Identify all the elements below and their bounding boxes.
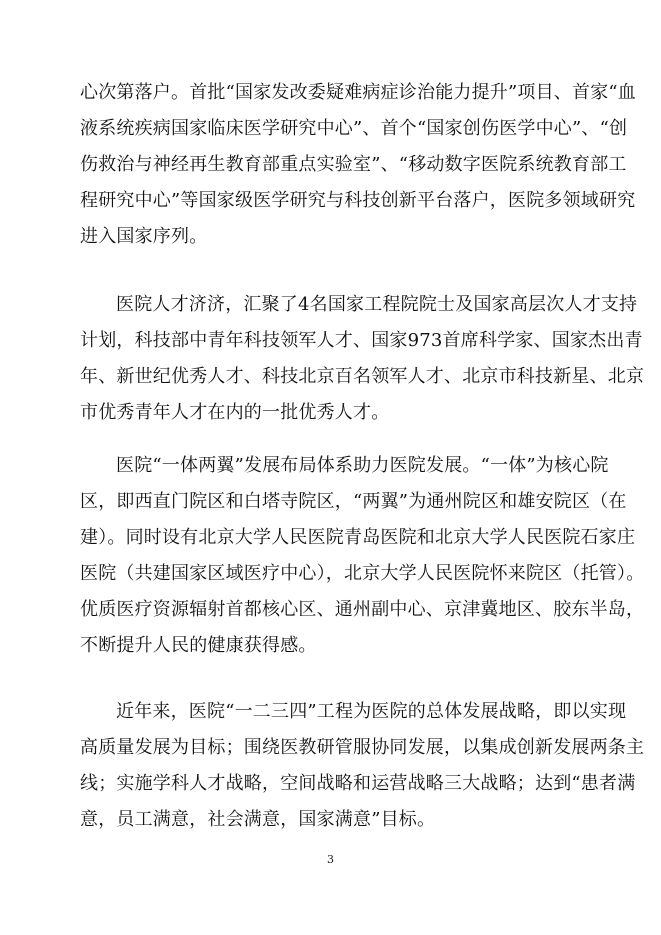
text-line: 进入国家序列。 (80, 226, 208, 247)
paragraph-national-platforms (80, 75, 637, 255)
text-line: 市优秀青年人才在内的一批优秀人才。 (80, 402, 390, 423)
text-line: 高质量发展为目标；围绕医教研管服协同发展，以集成创新发展两条主 (80, 737, 645, 758)
text-line: 计划，科技部中青年科技领军人才、国家973首席科学家、国家杰出青 (80, 330, 643, 351)
text-line: 不断提升人民的健康获得感。 (80, 635, 317, 656)
text-line: 程研究中心”等国家级医学研究与科技创新平台落户，医院多领域研究 (80, 190, 636, 211)
text-line: 医院人才济济，汇聚了4名国家工程院院士及国家高层次人才支持 (116, 294, 638, 315)
text-line: 区，即西直门院区和白塔寺院区，“两翼”为通州院区和雄安院区（在 (80, 491, 627, 512)
text-line: 线；实施学科人才战略，空间战略和运营战略三大战略；达到“患者满 (80, 773, 636, 794)
paragraph-talent (80, 287, 645, 431)
text-line: 液系统疾病国家临床医学研究中心”、首个“国家创伤医学中心”、“创 (80, 118, 628, 139)
text-line: 优质医疗资源辐射首都核心区、通州副中心、京津冀地区、胶东半岛， (80, 599, 645, 620)
page-number: 3 (327, 853, 334, 866)
paragraph-campus-layout (80, 448, 645, 664)
text-line: 近年来，医院“一二三四”工程为医院的总体发展战略，即以实现 (116, 701, 627, 722)
text-line: 意，员工满意，社会满意，国家满意”目标。 (80, 809, 436, 830)
text-line: 心次第落户。首批“国家发改委疑难病症诊治能力提升”项目、首家“血 (80, 82, 637, 103)
text-line: 建）。同时设有北京大学人民医院青岛医院和北京大学人民医院石家庄 (80, 527, 636, 548)
text-line: 医院“一体两翼”发展布局体系助力医院发展。“一体”为核心院 (116, 455, 609, 476)
text-line: 年、新世纪优秀人才、科技北京百名领军人才、北京市科技新星、北京 (80, 366, 645, 387)
text-line: 医院（共建国家区域医疗中心），北京大学人民医院怀来院区（托管）。 (80, 563, 645, 584)
text-line: 伤救治与神经再生教育部重点实验室”、“移动数字医院系统教育部工 (80, 154, 627, 175)
paragraph-development-strategy (80, 694, 645, 838)
